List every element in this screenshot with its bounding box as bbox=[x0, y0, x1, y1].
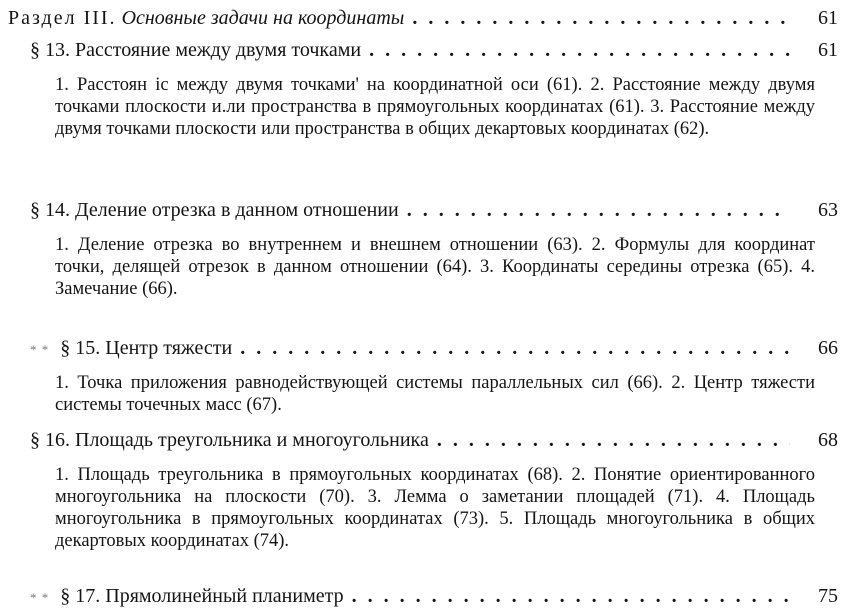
section-number: § 17. bbox=[60, 585, 101, 607]
margin-marks: * * bbox=[30, 590, 50, 605]
dot-leader bbox=[369, 38, 790, 62]
dot-leader bbox=[412, 6, 790, 30]
section-title: Деление отрезка в данном отношении bbox=[75, 199, 399, 221]
section-title: Площадь треугольника и многоугольника bbox=[75, 429, 429, 451]
section-heading bbox=[30, 198, 838, 222]
section-heading bbox=[30, 38, 838, 62]
margin-marks: * * bbox=[30, 342, 50, 357]
section-number: § 13. bbox=[30, 39, 70, 61]
part-label: Раздел III. bbox=[8, 7, 117, 29]
section-number: § 14. bbox=[30, 199, 70, 221]
section-number: § 16. bbox=[30, 429, 70, 451]
section-page-number: 61 bbox=[818, 39, 838, 61]
section-description: 1. Точка приложения равнодействующей системы параллельных сил (66). 2. Центр тяжести системы точечных масс (67). bbox=[55, 373, 815, 415]
section-title: Расстояние между двумя точками bbox=[75, 39, 362, 61]
section-title: Центр тяжести bbox=[105, 337, 233, 359]
part-page-number: 61 bbox=[818, 7, 838, 29]
part-heading bbox=[8, 6, 838, 30]
section-description: 1. Деление отрезка во внутреннем и внешнем отношении (63). 2. Формулы для координат точки, делящей отрезок в данном отношении (64). 3. Координаты середины отрезка (65). 4. Замечание (66). bbox=[55, 235, 815, 299]
section-title: Прямолинейный планиметр bbox=[105, 585, 344, 607]
dot-leader bbox=[407, 198, 790, 222]
section-heading bbox=[30, 584, 838, 610]
dot-leader bbox=[352, 584, 790, 608]
section-heading bbox=[30, 336, 838, 362]
section-description: 1. Расстоян іс между двумя точками' на координатной оси (61). 2. Расстояние между двумя точками плоскости и.ли пространства в прямоугольных координатах (61). 3. Расстояние между двумя точками плоскости или пространства в общих декартовых координатах (62). bbox=[55, 75, 815, 139]
section-number: § 15. bbox=[60, 337, 101, 359]
section-description: 1. Площадь треугольника в прямоугольных координатах (68). 2. Понятие ориентированного многоугольника на плоскости (70). 3. Лемма о заметании площадей (71). 4. Площадь многоугольника в прямоугольных координатах (73). 5. Площадь многоугольника в общих декартовых координатах (74). bbox=[55, 465, 815, 551]
section-heading bbox=[30, 428, 838, 452]
dot-leader bbox=[437, 428, 790, 452]
section-page-number: 75 bbox=[818, 585, 838, 607]
dot-leader bbox=[240, 336, 790, 360]
part-title: Основные задачи на координаты bbox=[121, 7, 405, 29]
section-page-number: 66 bbox=[818, 337, 838, 359]
section-page-number: 68 bbox=[818, 429, 838, 451]
section-page-number: 63 bbox=[818, 199, 838, 221]
